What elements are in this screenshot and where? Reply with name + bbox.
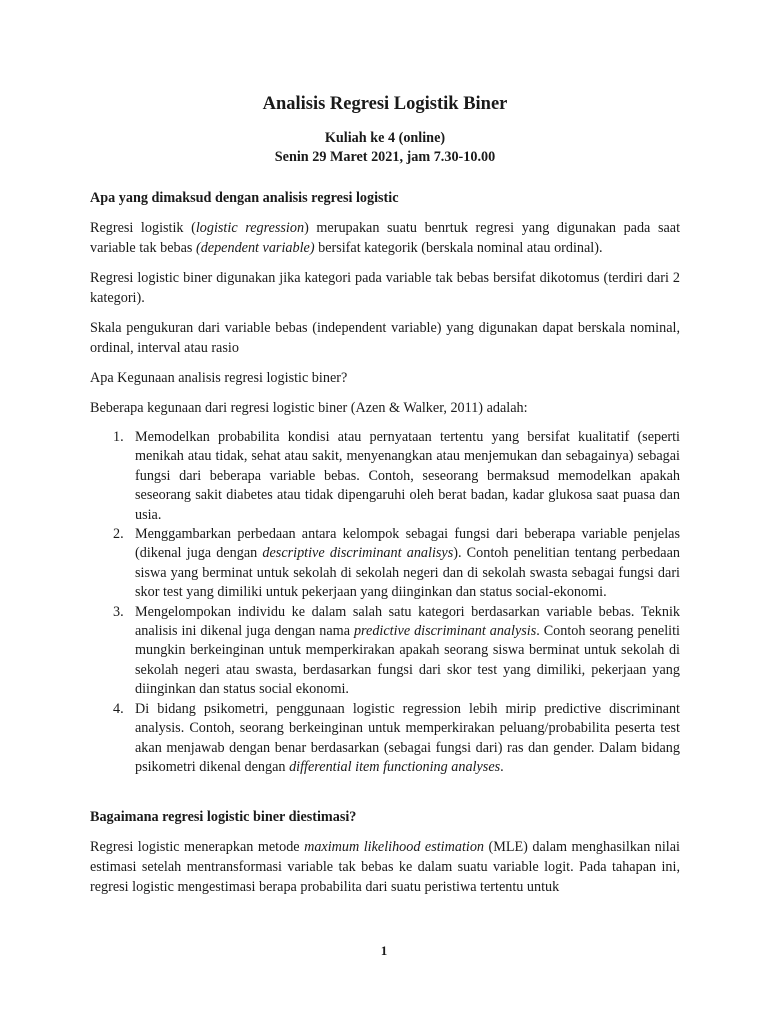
section-heading-definition: Apa yang dimaksud dengan analisis regresi logistic (90, 190, 399, 206)
page-title: Analisis Regresi Logistik Biner (262, 94, 508, 114)
term-dependent-variable: (dependent variable) (195, 240, 315, 256)
list-item: 2. Menggambarkan perbedaan antara kelompok sebagai fungsi dari beberapa variable penjelas (dikenal juga dengan descriptive discriminant analisys). Contoh penelitian tentang perbedaan siswa yang berminat untuk sekolah di sekolah negeri dan di sekolah swasta sebagai fungsi dari skor test yang dimiliki untuk pekerjaan yang diinginkan dan status social-ekonomi. (113, 526, 680, 601)
paragraph-scale: Skala pengukuran dari variable bebas (independent variable) yang digunakan dapat berskala nominal, ordinal, interval atau rasio (90, 320, 680, 356)
list-item (90, 428, 680, 525)
term-mle: maximum likelihood estimation (304, 839, 485, 856)
list-number: 2. (113, 526, 124, 543)
list-item-text: Memodelkan probabilita kondisi atau pernyataan tertentu yang bersifat kualitatif (seperti menikah atau tidak, sehat atau sakit, menyenangkan atau menjemukan dan sebagainya) sebagai fungsi dari beberapa variable bebas. Contoh, seseorang bermaksud memodelkan apakah seseorang sakit diabetes atau tidak dipengaruhi oleh berat badan, kadar glukosa saat puasa dan usia. (135, 429, 680, 523)
term-differential-item: differential item functioning analyses (289, 758, 501, 775)
list-number: 4. (113, 700, 124, 717)
document-body (90, 92, 680, 907)
list-item: 4. Di bidang psikometri, penggunaan logistic regression lebih mirip predictive discriminant analysis. Contoh, seorang berkeinginan untuk memperkirakan peluang/probabilita peserta test akan menjawab dengan benar berdasarkan (sebagai fungsi dari) ras dan gender. Dalam bidang psikometri dikenal dengan differential item functioning analyses. (113, 700, 680, 775)
list-item: 3. Mengelompokan individu ke dalam salah satu kategori berdasarkan variable bebas. Teknik analisis ini dikenal juga dengan nama predictive discriminant analysis. Contoh seorang peneliti mungkin berkeinginan untuk memperkirakan apakah seorang siswa berminat untuk sekolah di sekolah negeri atau swasta, berdasarkan fungsi dari skor test yang dimiliki, pekerjaan yang diinginkan dan status social ekonomi. (113, 603, 680, 698)
uses-list (90, 428, 680, 777)
lecture-info: Kuliah ke 4 (online) (324, 130, 446, 146)
list-number: 1. (113, 429, 124, 445)
list-number: 3. (113, 603, 124, 620)
paragraph-definition: Regresi logistik (logistic regression) merupakan suatu benrtuk regresi yang digunakan pada saat variable tak bebas (dependent variable) bersifat kategorik (berskala nominal atau ordinal). (90, 220, 681, 256)
term-descriptive-discriminant: descriptive discriminant analisys (262, 545, 454, 562)
paragraph-question: Apa Kegunaan analisis regresi logistic biner? (90, 370, 348, 386)
spacer (90, 777, 680, 807)
paragraph-binary: Regresi logistic biner digunakan jika kategori pada variable tak bebas bersifat dikotomus (terdiri dari 2 kategori). (90, 270, 680, 306)
lecture-date: Senin 29 Maret 2021, jam 7.30-10.00 (274, 149, 496, 165)
paragraph-estimation: Regresi logistic menerapkan metode maximum likelihood estimation (MLE) dalam menghasilkan nilai estimasi setelah mentransformasi variable tak bebas ke dalam suatu variable logit. Pada tahapan ini, regresi logistic mengestimasi berapa probabilita dari suatu peristiwa tertentu untuk (90, 839, 680, 896)
section-heading-estimation: Bagaimana regresi logistic biner diestimasi? (90, 809, 357, 826)
page-number: 1 (380, 943, 388, 958)
paragraph-uses-intro: Beberapa kegunaan dari regresi logistic biner (Azen & Walker, 2011) adalah: (90, 400, 528, 416)
term-predictive-discriminant: predictive discriminant analysis (353, 623, 537, 640)
term-logistic-regression: logistic regression (195, 220, 305, 236)
